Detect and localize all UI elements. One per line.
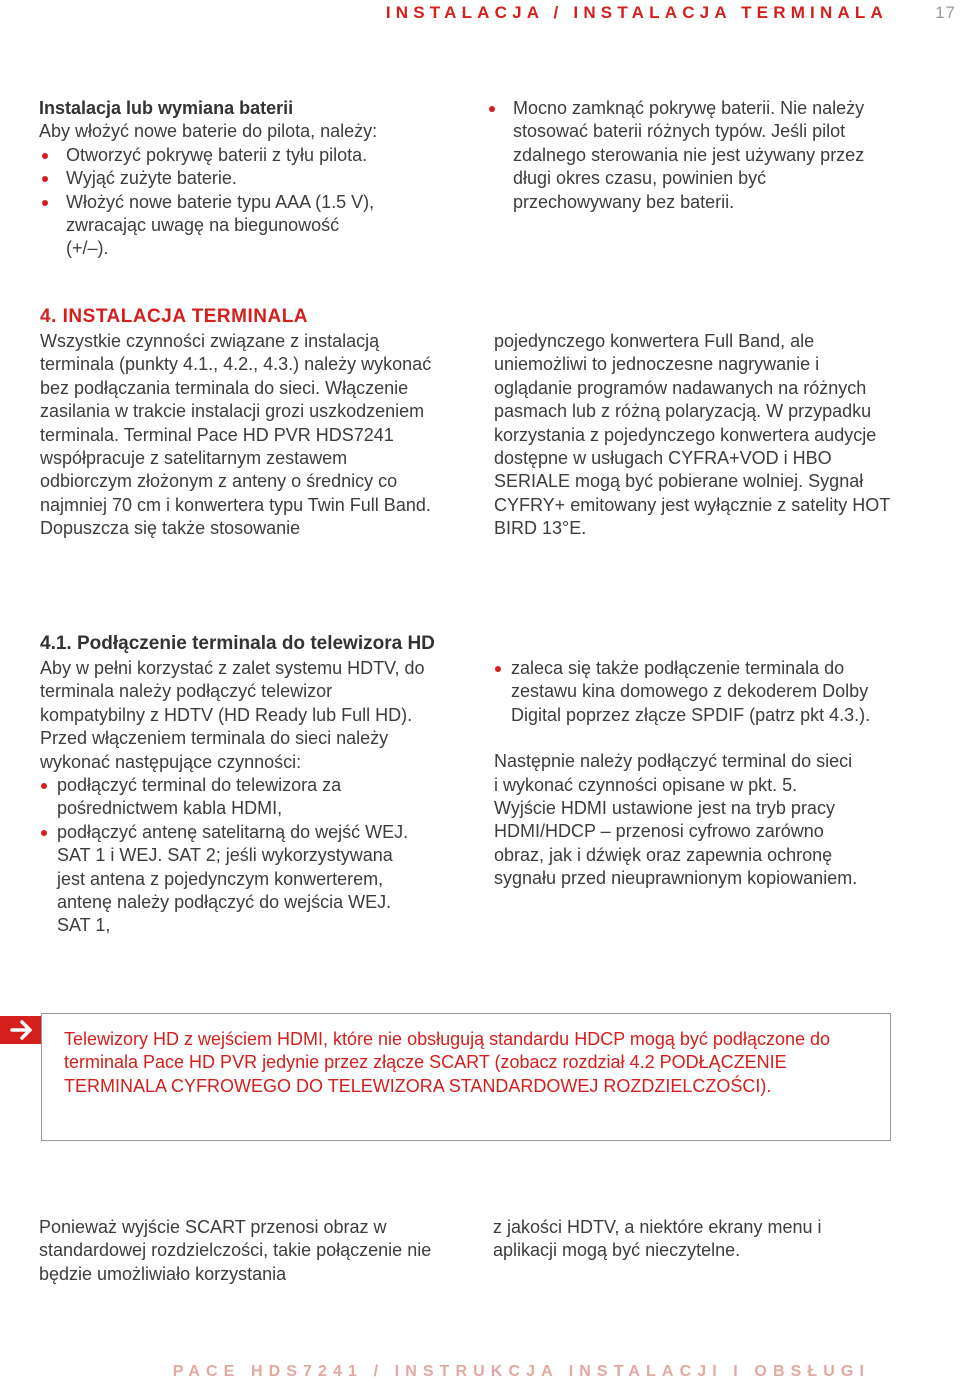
section-4-left-text: Wszystkie czynności związane z instalacją terminala (punkty 4.1., 4.2., 4.3.) należy wykonać bez podłączania terminala do sieci. Włączenie zasilania w trakcie instalacji grozi uszkodzeniem terminala. Terminal Pace HD PVR HDS7241 współpracuje z satelitarnym zestawem odbiorczym złożonym z anteny o średnicy co najmniej 70 cm i konwertera typu Twin Full Band. Dopuszcza się także stosowanie bbox=[40, 331, 432, 539]
section-4-1-left-list bbox=[40, 774, 440, 938]
footer-text: PACE HDS7241 / INSTRUKCJA INSTALACJI I OBSŁUGI bbox=[172, 1363, 870, 1380]
section-4-title: INSTALACJA TERMINALA bbox=[62, 306, 309, 327]
battery-step: Mocno zamknąć pokrywę baterii. Nie należy stosować baterii różnych typów. Jeśli pilot zdalnego sterowania nie jest używany przez długi okres czasu, powinien być przechowywany bez baterii. bbox=[486, 97, 866, 214]
section-4-right-text: pojedynczego konwertera Full Band, ale uniemożliwi to jednoczesne nagrywanie i oglądanie programów nadawanych na różnych pasmach lub z różną polaryzacją. W przypadku korzystania z pojedynczego konwertera audycje dostępne w usługach CYFRA+VOD i HBO SERIALE mogą być pobierane wolniej. Sygnał CYFRY+ emitowany jest wyłącznie z satelity HOT BIRD 13°E. bbox=[494, 331, 890, 539]
bottom-left-text: Ponieważ wyjście SCART przenosi obraz w standardowej rozdzielczości, takie połączenie nie będzie umożliwiało korzystania bbox=[39, 1217, 432, 1284]
battery-right-column bbox=[486, 97, 866, 214]
battery-step: Włożyć nowe baterie typu AAA (1.5 V), zwracając uwagę na biegunowość (+/–). bbox=[39, 191, 376, 261]
hdcp-notice-box bbox=[41, 1013, 891, 1141]
battery-intro: Aby włożyć nowe baterie do pilota, należy: bbox=[39, 121, 378, 142]
page-number: 17 bbox=[935, 3, 956, 22]
bottom-right-text: z jakości HDTV, a niektóre ekrany menu i aplikacji mogą być nieczytelne. bbox=[493, 1217, 822, 1261]
battery-steps-continued bbox=[486, 97, 866, 214]
list-item: podłączyć terminal do telewizora za pośrednictwem kabla HDMI, bbox=[40, 774, 417, 821]
section-4-left-column bbox=[40, 330, 440, 541]
battery-heading: Instalacja lub wymiana baterii bbox=[39, 98, 294, 118]
battery-step: Otworzyć pokrywę baterii z tyłu pilota. bbox=[39, 144, 459, 167]
arrow-right-icon bbox=[0, 1016, 42, 1044]
section-4-number: 4. bbox=[40, 306, 57, 327]
list-item: zaleca się także podłączenie terminala do zestawu kina domowego z dekoderem Dolby Digital poprzez złącze SPDIF (patrz pkt 4.3.). bbox=[494, 657, 881, 727]
bottom-left-column bbox=[39, 1216, 439, 1286]
section-4-1-left-column bbox=[40, 657, 440, 938]
section-4-1-right-text-2: Wyjście HDMI ustawione jest na tryb pracy HDMI/HDCP – przenosi cyfrowo zarówno obraz, jak i dźwięk oraz zapewnia ochronę sygnału przed nieuprawnionym kopiowaniem. bbox=[494, 798, 858, 889]
section-4-1-right-text-1: Następnie należy podłączyć terminal do sieci i wykonać czynności opisane w pkt. 5. bbox=[494, 751, 853, 795]
section-4-right-column bbox=[494, 330, 894, 541]
list-item: podłączyć antenę satelitarną do wejść WEJ. SAT 1 i WEJ. SAT 2; jeśli wykorzystywana jest antena z pojedynczym konwerterem, antenę należy podłączyć do wejścia WEJ. SAT 1, bbox=[40, 821, 417, 938]
section-4-1-right-column bbox=[494, 657, 894, 891]
bottom-right-column bbox=[493, 1216, 873, 1263]
section-4-heading bbox=[40, 306, 460, 328]
header-title: INSTALACJA / INSTALACJA TERMINALA bbox=[385, 3, 888, 22]
battery-step: Wyjąć zużyte baterie. bbox=[39, 167, 459, 190]
section-4-1-intro: Aby w pełni korzystać z zalet systemu HDTV, do terminala należy podłączyć telewizor kompatybilny z HDTV (HD Ready lub Full HD). Przed włączeniem terminala do sieci należy wykonać następujące czynności: bbox=[40, 658, 425, 772]
section-4-1-title: 4.1. Podłączenie terminala do telewizora HD bbox=[40, 633, 435, 654]
page-header bbox=[0, 3, 960, 23]
hdcp-notice-text: Telewizory HD z wejściem HDMI, które nie obsługują standardu HDCP mogą być podłączone do terminala Pace HD PVR jedynie przez złącze SCART (zobacz rozdział 4.2 PODŁĄCZENIE TERMINALA CYFROWEGO DO TELEWIZORA STANDARDOWEJ ROZDZIELCZOŚCI). bbox=[64, 1029, 831, 1096]
battery-left-column bbox=[39, 97, 459, 261]
section-4-1-right-list bbox=[494, 657, 894, 727]
battery-steps bbox=[39, 144, 459, 261]
page-footer bbox=[0, 1363, 960, 1383]
